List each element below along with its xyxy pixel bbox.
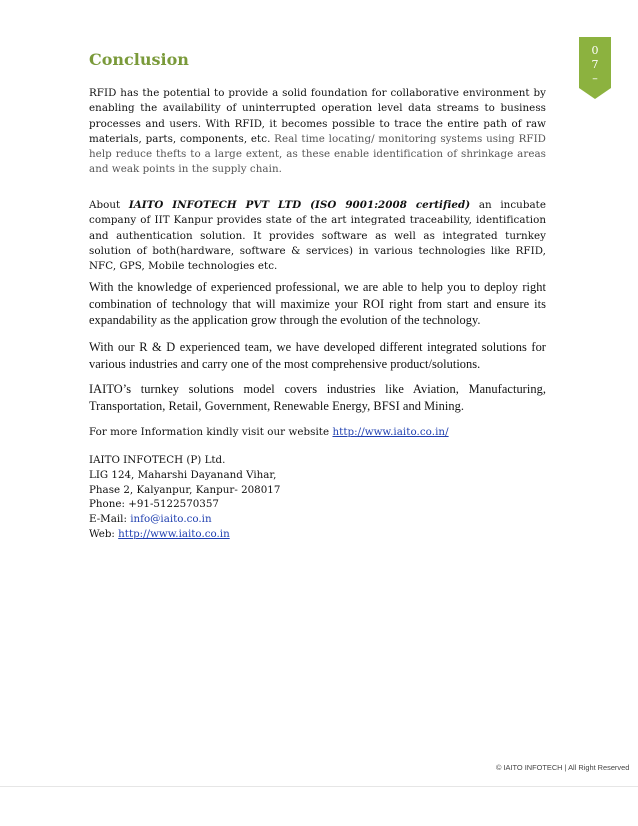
conclusion-paragraph	[89, 86, 546, 178]
page-heading: Conclusion	[89, 50, 189, 69]
address-email-line	[89, 512, 389, 527]
about-text: an incubate company of IIT Kanpur provides state of the art integrated traceability, identification and authentication solution. It provides software as well as integrated turnkey solution of both(hardware, software & services) in various technologies like RFID, NFC, GPS, Mobile technologies etc.	[89, 199, 547, 273]
more-info-line	[89, 425, 546, 440]
footer-divider	[0, 786, 638, 787]
web-link[interactable]: http://www.iaito.co.in	[118, 527, 230, 540]
conclusion-text-main: RFID has the potential to provide a solid foundation for collaborative environment by enabling the availability of uninterrupted operation level data streams to business processes and users. With RFID, it becomes possible to trace the entire path of raw materials, parts, components, etc.	[89, 87, 546, 145]
page-number-badge	[578, 36, 612, 100]
address-street: LIG 124, Maharshi Dayanand Vihar,	[89, 468, 277, 481]
about-company-name: IAITO INFOTECH PVT LTD (ISO 9001:2008 certified)	[128, 199, 471, 211]
web-label: Web:	[89, 527, 119, 540]
about-lead: About	[89, 199, 129, 211]
email-link[interactable]: info@iaito.co.in	[130, 513, 212, 526]
more-info-text: For more Information kindly visit our website	[89, 426, 333, 438]
conclusion-text-rtls: Real time locating/ monitoring systems using RFID help reduce thefts to a large extent, as these enable identification of shrinkage areas and weak points in the supply chain.	[89, 132, 546, 176]
page-number-digit-1: 0	[591, 44, 599, 57]
about-paragraph	[89, 198, 546, 274]
turnkey-paragraph: IAITO’s turnkey solutions model covers industries like Aviation, Manufacturing, Transportation, Retail, Government, Renewable Energy, BFSI and Mining.	[89, 382, 546, 413]
website-link[interactable]: http://www.iaito.co.in/	[332, 426, 449, 438]
address-web-line	[89, 527, 389, 542]
knowledge-paragraph: With the knowledge of experienced professional, we are able to help you to deploy right combination of technology that will maximize your ROI right from start and ensure its expandability as the application grow through the evolution of the technology.	[89, 280, 546, 328]
contact-address-block	[89, 453, 389, 542]
address-city: Phase 2, Kalyanpur, Kanpur- 208017	[89, 483, 281, 496]
team-paragraph: With our R & D experienced team, we have developed different integrated solutions for various industries and carry one of the most comprehensive product/solutions.	[89, 340, 546, 371]
email-label: E-Mail:	[89, 513, 131, 526]
page-number-text	[578, 44, 612, 86]
address-company: IAITO INFOTECH (P) Ltd.	[89, 454, 226, 466]
page-number-mark: –	[592, 72, 598, 85]
address-phone: Phone: +91-5122570357	[89, 498, 219, 511]
footer-copyright: © IAITO INFOTECH | All Right Reserved	[496, 763, 630, 772]
page-number-digit-2: 7	[591, 58, 599, 71]
